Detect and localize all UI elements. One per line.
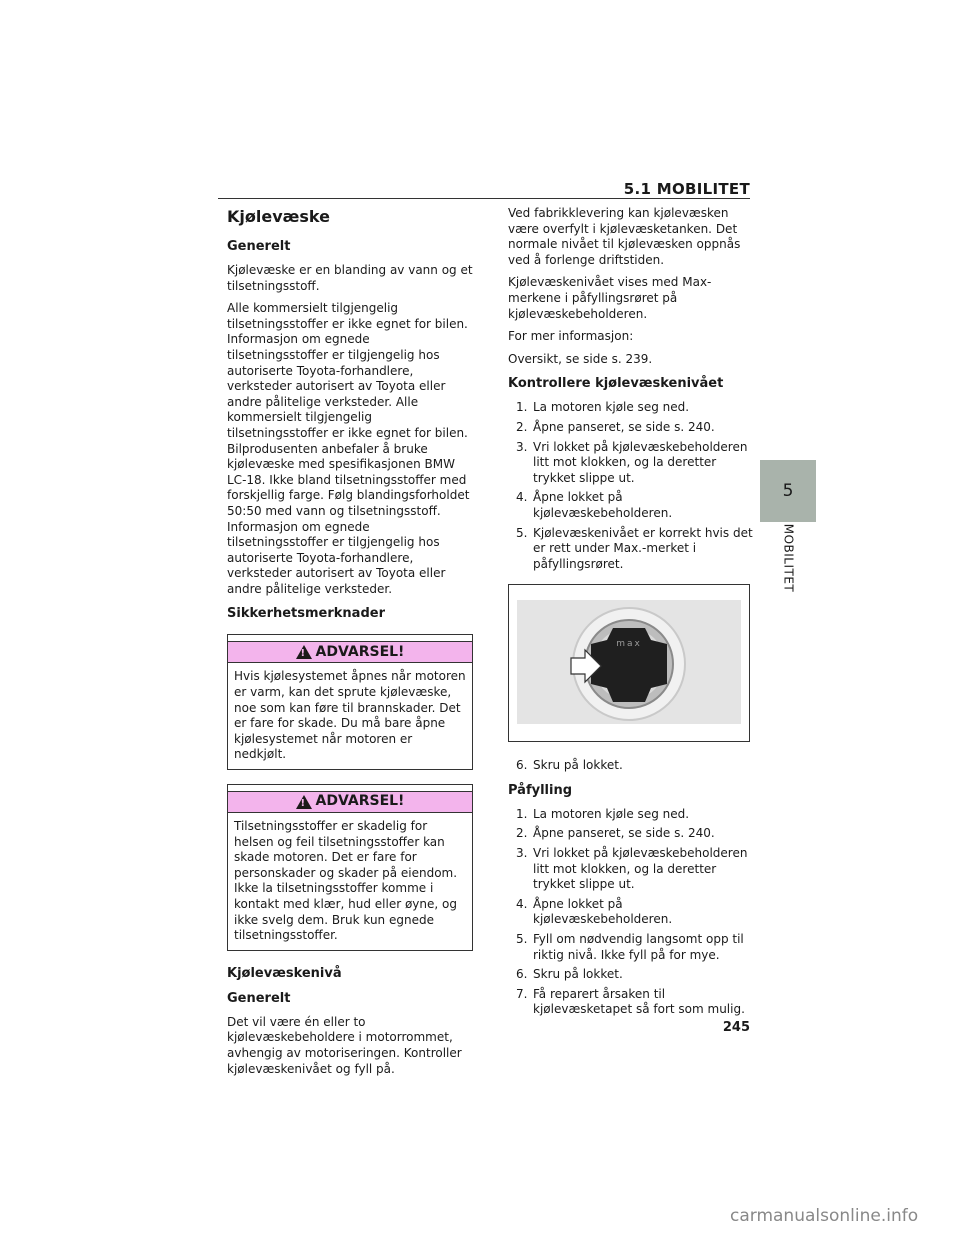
header-rule	[218, 198, 750, 199]
section-header: 5.1 MOBILITET	[623, 180, 750, 198]
warning-text: Tilsetningsstoffer er skadelig for helsen og feil tilsetningsstoffer kan skade motoren. Det er fare for personskader og skader på eiendom. Ikke la tilsetningsstoffer komme i kontakt med klær, hud eller øyne, og ikke svelg dem. Bruk kun egnede tilsetningsstoffer.	[234, 819, 458, 943]
chapter-tab-label	[772, 518, 804, 598]
warning-triangle-icon	[296, 645, 312, 659]
coolant-tank-figure	[508, 584, 750, 742]
warning-title: ADVARSEL!	[315, 643, 405, 660]
list-item: 3. Vri lokket på kjølevæskebeholderen litt mot klokken, og la deretter trykket slippe ut.	[516, 439, 748, 485]
page-number: 245	[722, 1020, 750, 1035]
warning-box	[227, 784, 473, 951]
chapter-label: MOBILITET	[781, 523, 796, 593]
coolant-filler-neck-illustration	[517, 600, 741, 724]
warning-box	[227, 634, 473, 770]
paragraph: Kjølevæskenivået vises med Max-merkene i påfyllingsrøret på kjølevæskebeholderen.	[508, 275, 712, 321]
figure-image	[517, 600, 741, 724]
warning-triangle-icon	[296, 795, 312, 809]
heading-generelt: Generelt	[227, 239, 291, 254]
heading-niva: Kjølevæskenivå	[227, 965, 342, 981]
kontroll-steps	[508, 400, 754, 572]
list-item: 1. La motoren kjøle seg ned.	[516, 400, 690, 415]
list-item: 6. Skru på lokket.	[516, 758, 623, 773]
right-column	[508, 206, 754, 1024]
list-item: 6. Skru på lokket.	[516, 967, 623, 982]
warning-text: Hvis kjølesystemet åpnes når motoren er varm, kan det sprute kjølevæske, noe som kan føre til brannskader. Det er fare for skade. Du må bare åpne kjølesystemet når motoren er nedkjølt.	[234, 669, 466, 762]
paragraph: Det vil være én eller to kjølevæskebeholdere i motorrommet, avhengig av motoriseringen. Kontroller kjølevæskenivået og fyll på.	[227, 1014, 462, 1076]
warning-header	[228, 791, 472, 813]
list-item: 4. Åpne lokket på kjølevæskebeholderen.	[516, 490, 673, 520]
heading-kontroll: Kontrollere kjølevæskenivået	[508, 376, 724, 392]
svg-text:max: max	[616, 639, 642, 650]
heading-sikkerhet: Sikkerhetsmerknader	[227, 606, 385, 622]
paragraph: Oversikt, se side s. 239.	[508, 351, 653, 366]
kontroll-step-6	[508, 758, 754, 774]
list-item: 4. Åpne lokket på kjølevæskebeholderen.	[516, 896, 673, 927]
pafylling-steps	[508, 807, 754, 1018]
list-item: 7. Få reparert årsaken til kjølevæsketapet så fort som mulig.	[516, 986, 745, 1017]
paragraph: Ved fabrikklevering kan kjølevæsken være overfylt i kjølevæsketanken. Det normale nivået til kjølevæsken oppnås ved å forlenge driftstiden.	[508, 206, 741, 267]
list-item: 5. Kjølevæskenivået er korrekt hvis det er rett under Max.-merket i påfyllingsrøret.	[516, 525, 753, 571]
paragraph: Alle kommersielt tilgjengelig tilsetningsstoffer er ikke egnet for bilen. Informasjon om egnede tilsetningsstoffer er tilgjengelig hos autoriserte Toyota-forhandlere, verksteder autorisert av Toyota eller andre pålitelige verksteder. Alle kommersielt tilgjengelig tilsetningsstoffer er ikke egnet for bilen. Bilprodusenten anbefaler å bruke kjølevæske med spesifikasjonen BMW LC-18. Ikke bland tilsetningsstoffer med forskjellig farge. Følg blandingsforholdet 50:50 med vann og tilsetningsstoff. Informasjon om egnede tilsetningsstoffer er tilgjengelig hos autoriserte Toyota-forhandlere, verksteder autorisert av Toyota eller andre pålitelige verksteder.	[227, 301, 470, 596]
list-item: 1. La motoren kjøle seg ned.	[516, 806, 690, 821]
page-title: Kjølevæske	[227, 207, 330, 226]
list-item: 3. Vri lokket på kjølevæskebeholderen litt mot klokken, og la deretter trykket slippe ut.	[516, 846, 748, 892]
paragraph: For mer informasjon:	[508, 329, 634, 344]
warning-title: ADVARSEL!	[315, 793, 405, 810]
heading-generelt-2: Generelt	[227, 990, 291, 1006]
list-item: 2. Åpne panseret, se side s. 240.	[516, 419, 715, 434]
list-item: 5. Fyll om nødvendig langsomt opp til riktig nivå. Ikke fyll på for mye.	[516, 932, 744, 962]
warning-header	[228, 641, 472, 663]
chapter-number: 5	[782, 481, 794, 501]
chapter-tab	[760, 460, 816, 522]
left-column	[227, 206, 473, 1084]
paragraph: Kjølevæske er en blanding av vann og et tilsetningsstoff.	[227, 263, 473, 293]
watermark[interactable]: carmanualsonline.info	[730, 1206, 919, 1226]
list-item: 2. Åpne panseret, se side s. 240.	[516, 826, 715, 841]
heading-pafylling: Påfylling	[508, 782, 573, 798]
